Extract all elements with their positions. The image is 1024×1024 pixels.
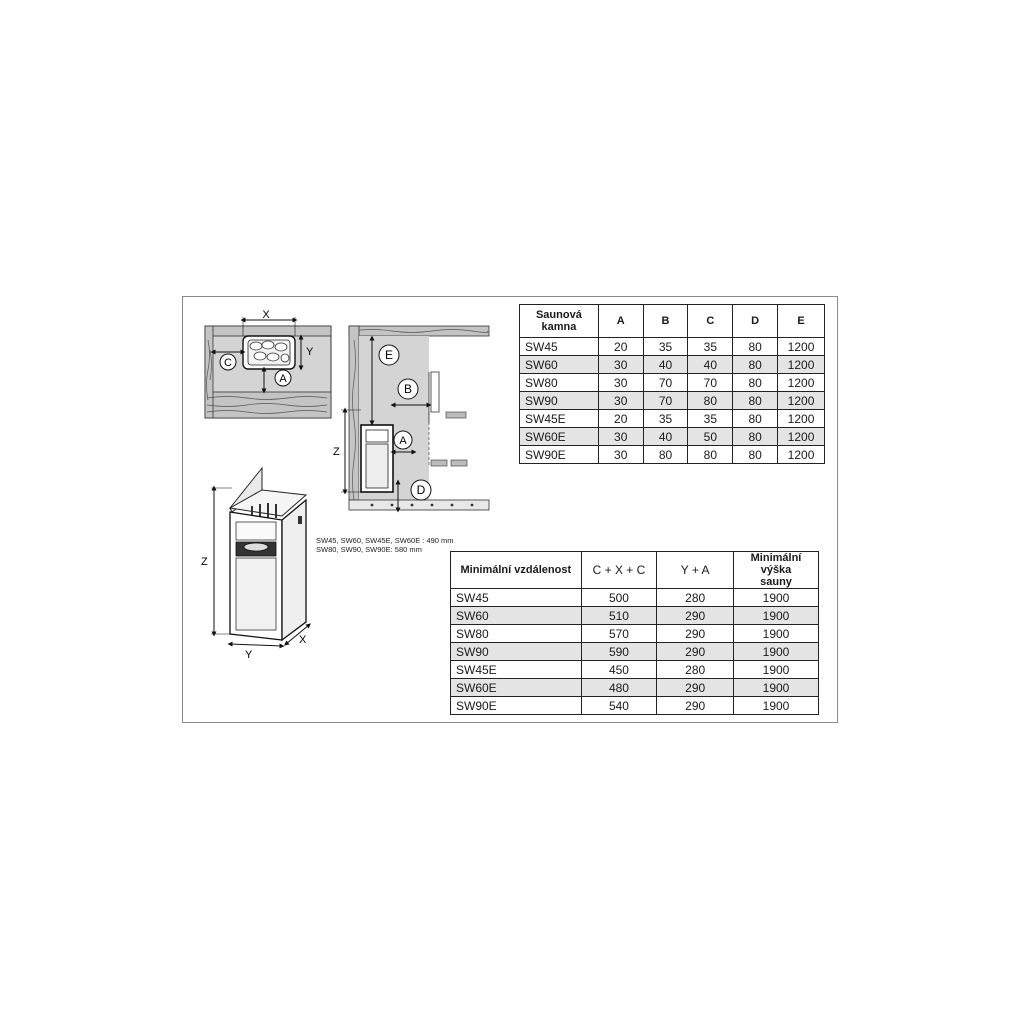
column-header: C: [688, 305, 733, 338]
value-cell: 80: [643, 446, 688, 464]
value-cell: 1200: [778, 338, 825, 356]
value-cell: 35: [688, 410, 733, 428]
model-cell: SW45: [451, 589, 582, 607]
value-cell: 30: [598, 374, 643, 392]
model-cell: SW90E: [451, 697, 582, 715]
value-cell: 290: [657, 625, 734, 643]
dimension-note-2: SW80, SW90, SW90E: 580 mm: [316, 545, 422, 554]
table-header-row: [451, 552, 819, 589]
value-cell: 1900: [734, 697, 819, 715]
table-row: [451, 643, 819, 661]
value-cell: 80: [688, 392, 733, 410]
value-cell: 35: [688, 338, 733, 356]
side-view: [333, 326, 489, 510]
value-cell: 70: [688, 374, 733, 392]
table-row: [451, 697, 819, 715]
value-cell: 1200: [778, 356, 825, 374]
value-cell: 290: [657, 679, 734, 697]
table-row: [520, 356, 825, 374]
value-cell: 1900: [734, 589, 819, 607]
dimension-note-1: SW45, SW60, SW45E, SW60E : 490 mm: [316, 536, 454, 545]
value-cell: 30: [598, 446, 643, 464]
value-cell: 30: [598, 428, 643, 446]
table-row: [520, 410, 825, 428]
value-cell: 30: [598, 392, 643, 410]
value-cell: 80: [733, 338, 778, 356]
top-c-label: C: [224, 357, 232, 369]
value-cell: 80: [733, 410, 778, 428]
value-cell: 280: [657, 589, 734, 607]
side-a-label: A: [399, 435, 407, 447]
top-y-label: Y: [306, 346, 314, 358]
value-cell: 40: [688, 356, 733, 374]
value-cell: 290: [657, 697, 734, 715]
model-cell: SW60E: [520, 428, 599, 446]
value-cell: 35: [643, 338, 688, 356]
model-cell: SW45: [520, 338, 599, 356]
value-cell: 500: [581, 589, 657, 607]
value-cell: 70: [643, 392, 688, 410]
table-row: [520, 446, 825, 464]
model-cell: SW90E: [520, 446, 599, 464]
model-cell: SW80: [520, 374, 599, 392]
value-cell: 540: [581, 697, 657, 715]
value-cell: 290: [657, 643, 734, 661]
column-header: E: [778, 305, 825, 338]
value-cell: 1900: [734, 679, 819, 697]
column-header: A: [598, 305, 643, 338]
model-cell: SW80: [451, 625, 582, 643]
heater-x-label: X: [299, 634, 307, 646]
top-a-label: A: [279, 373, 287, 385]
value-cell: 1900: [734, 661, 819, 679]
heater-y-label: Y: [245, 649, 253, 661]
table-row: [520, 428, 825, 446]
table-row: [520, 338, 825, 356]
column-header: Minimální výška sauny: [734, 552, 819, 589]
value-cell: 480: [581, 679, 657, 697]
table-row: [451, 607, 819, 625]
table-row: [451, 661, 819, 679]
value-cell: 1200: [778, 374, 825, 392]
clearance-table: [519, 304, 825, 464]
value-cell: 450: [581, 661, 657, 679]
model-cell: SW90: [451, 643, 582, 661]
table-row: [520, 374, 825, 392]
table-row: [451, 589, 819, 607]
value-cell: 40: [643, 356, 688, 374]
value-cell: 20: [598, 410, 643, 428]
value-cell: 1900: [734, 625, 819, 643]
value-cell: 1900: [734, 607, 819, 625]
minimum-distance-table: [450, 551, 819, 715]
value-cell: 80: [733, 392, 778, 410]
value-cell: 30: [598, 356, 643, 374]
value-cell: 50: [688, 428, 733, 446]
model-cell: SW45E: [451, 661, 582, 679]
model-cell: SW60E: [451, 679, 582, 697]
table-header-row: [520, 305, 825, 338]
value-cell: 80: [688, 446, 733, 464]
value-cell: 1200: [778, 446, 825, 464]
heater-z-label: Z: [201, 556, 208, 568]
side-b-label: B: [403, 382, 413, 396]
table-row: [451, 679, 819, 697]
value-cell: 80: [733, 428, 778, 446]
value-cell: 570: [581, 625, 657, 643]
column-header: C + X + C: [581, 552, 657, 589]
value-cell: 1900: [734, 643, 819, 661]
side-z-label: Z: [333, 446, 340, 458]
side-e-label: E: [384, 348, 394, 362]
value-cell: 70: [643, 374, 688, 392]
side-d-label: D: [416, 483, 426, 497]
value-cell: 40: [643, 428, 688, 446]
value-cell: 80: [733, 356, 778, 374]
model-cell: SW45E: [520, 410, 599, 428]
model-cell: SW60: [520, 356, 599, 374]
value-cell: 280: [657, 661, 734, 679]
value-cell: 1200: [778, 410, 825, 428]
model-cell: SW60: [451, 607, 582, 625]
top-view: [205, 309, 331, 418]
value-cell: 35: [643, 410, 688, 428]
top-x-label: X: [262, 309, 270, 321]
value-cell: 20: [598, 338, 643, 356]
value-cell: 1200: [778, 392, 825, 410]
table-row: [520, 392, 825, 410]
table-row: [451, 625, 819, 643]
column-header: D: [733, 305, 778, 338]
value-cell: 590: [581, 643, 657, 661]
heater-3d-view: [201, 468, 309, 661]
column-header: Saunová kamna: [520, 305, 599, 338]
column-header: B: [643, 305, 688, 338]
value-cell: 510: [581, 607, 657, 625]
value-cell: 1200: [778, 428, 825, 446]
model-cell: SW90: [520, 392, 599, 410]
value-cell: 80: [733, 446, 778, 464]
column-header: Minimální vzdálenost: [451, 552, 582, 589]
value-cell: 80: [733, 374, 778, 392]
value-cell: 290: [657, 607, 734, 625]
column-header: Y + A: [657, 552, 734, 589]
